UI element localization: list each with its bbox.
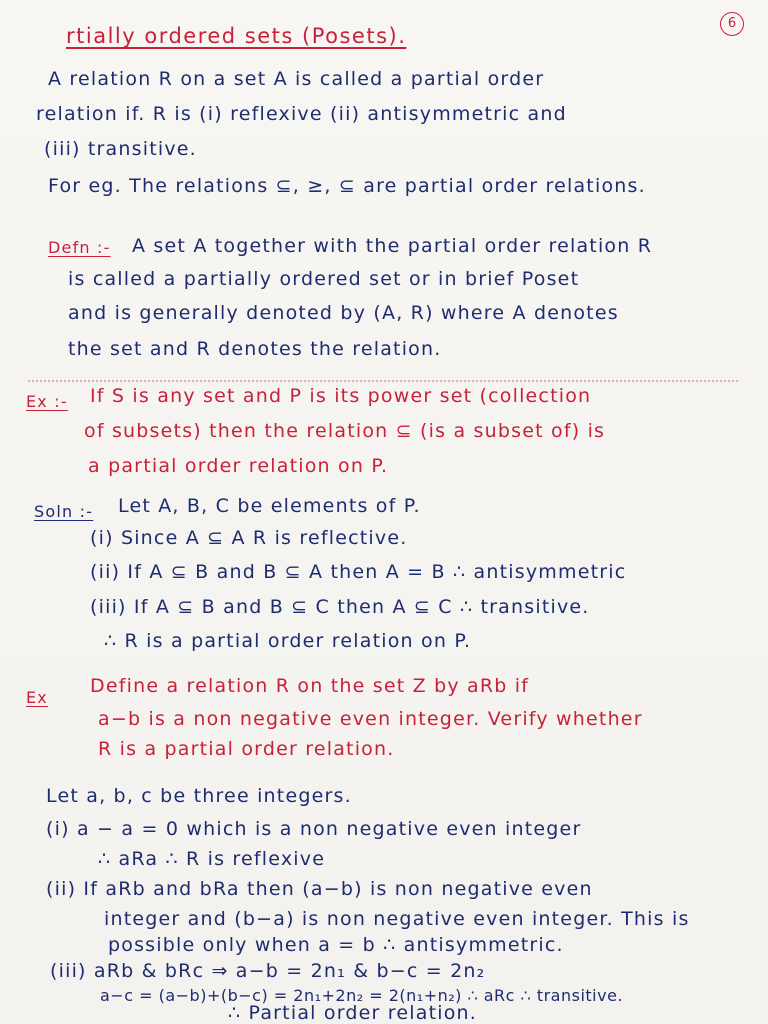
ex1-line3: a partial order relation on P. (88, 455, 389, 477)
sol2-line1: Let a, b, c be three integers. (46, 785, 352, 807)
para1-line1: A relation R on a set A is called a partial order (48, 68, 545, 90)
definition-line4: the set and R denotes the relation. (68, 338, 442, 360)
sol1-line2: (i) Since A ⊆ A R is reflective. (90, 527, 408, 549)
definition-label: Defn :- (48, 238, 111, 257)
section-divider (28, 380, 738, 382)
page-title: rtially ordered sets (Posets). (66, 24, 407, 48)
ex1-line1: If S is any set and P is its power set (collection (90, 385, 592, 407)
definition-line3: and is generally denoted by (A, R) where A denotes (68, 302, 619, 324)
ex2-line1: Define a relation R on the set Z by aRb if (90, 675, 530, 697)
sol2-line8: a−c = (a−b)+(b−c) = 2n₁+2n₂ = 2(n₁+n₂) ∴ aRc ∴ transitive. (100, 986, 624, 1005)
para1-line2: relation if. R is (i) reflexive (ii) antisymmetric and (36, 103, 567, 125)
sol2-line5: integer and (b−a) is non negative even integer. This is (104, 908, 690, 930)
sol1-line3: (ii) If A ⊆ B and B ⊆ A then A = B ∴ antisymmetric (90, 561, 627, 583)
page-number: 6 (720, 12, 744, 36)
sol1-line4: (iii) If A ⊆ B and B ⊆ C then A ⊆ C ∴ transitive. (90, 596, 590, 618)
ex2-line3: R is a partial order relation. (98, 738, 395, 760)
sol2-line3: ∴ aRa ∴ R is reflexive (98, 848, 326, 870)
sol1-label: Soln :- (34, 502, 94, 521)
para1-line3: (iii) transitive. (44, 138, 197, 160)
sol2-line2: (i) a − a = 0 which is a non negative even integer (46, 818, 582, 840)
definition-line1: A set A together with the partial order relation R (132, 235, 653, 257)
ex2-line2: a−b is a non negative even integer. Verify whether (98, 708, 643, 730)
example-relations: For eg. The relations ⊆, ≥, ⊆ are partial order relations. (48, 175, 646, 197)
ex1-label: Ex :- (26, 392, 68, 411)
ex2-label: Ex (26, 688, 48, 707)
sol2-line7: (iii) aRb & bRc ⇒ a−b = 2n₁ & b−c = 2n₂ (50, 960, 486, 982)
sol2-line9: ∴ Partial order relation. (228, 1002, 478, 1024)
ex1-line2: of subsets) then the relation ⊆ (is a subset of) is (84, 420, 606, 442)
sol2-line6: possible only when a = b ∴ antisymmetric. (108, 934, 564, 956)
sol1-line1: Let A, B, C be elements of P. (118, 495, 421, 517)
sol1-line5: ∴ R is a partial order relation on P. (104, 630, 472, 652)
sol2-line4: (ii) If aRb and bRa then (a−b) is non negative even (46, 878, 593, 900)
definition-line2: is called a partially ordered set or in brief Poset (68, 268, 580, 290)
